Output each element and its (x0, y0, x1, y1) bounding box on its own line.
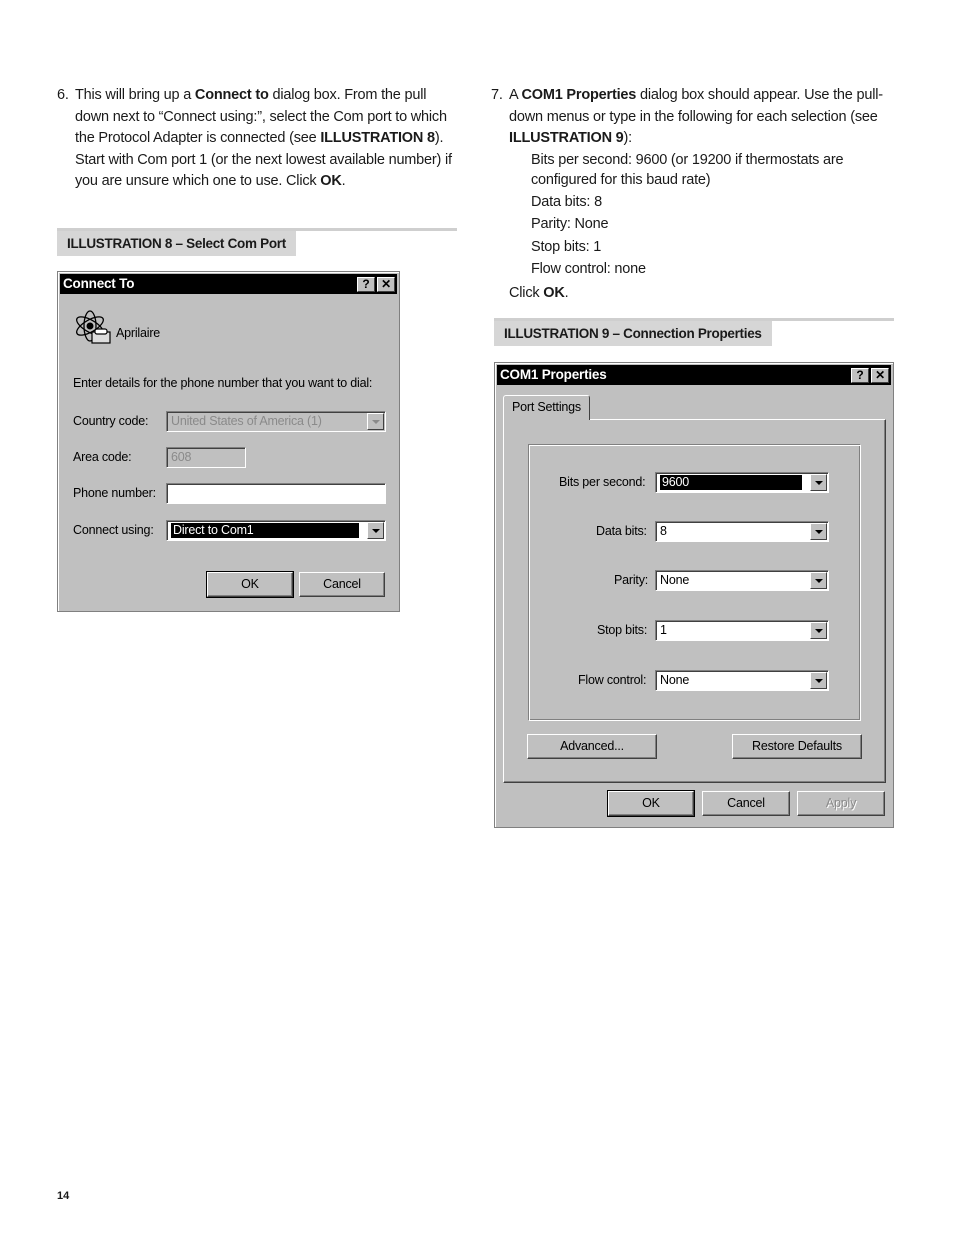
data-bits-label: Data bits: (596, 524, 647, 538)
stop-bits-label: Stop bits: (597, 623, 648, 637)
step-7 (491, 85, 891, 304)
dialog-title-bar (60, 274, 397, 294)
setting-stop-bits: Stop bits: 1 (531, 238, 602, 255)
step-7-text: A COM1 Properties dialog box should appear. Use the pull-down menus or type in the following for each selection (see ILLUSTRATION 9): (509, 87, 883, 146)
advanced-button[interactable]: Advanced... (527, 734, 657, 759)
stop-bits-value: 1 (660, 623, 667, 637)
step-6-text: This will bring up a Connect to dialog box. From the pull down next to “Connect using:”, select the Com port to which the Protocol Adapter is connected (see ILLUSTRATION 8). Start with Com port 1 (or the next lowest available number) if you are unsure which one to use. Click OK. (75, 87, 452, 189)
illustration-8-header (57, 228, 457, 256)
area-code-value: 608 (171, 450, 192, 464)
help-button[interactable]: ? (851, 368, 869, 383)
country-code-value: United States of America (1) (171, 414, 322, 428)
flow-control-label: Flow control: (578, 673, 647, 687)
tab-port-settings[interactable]: Port Settings (503, 395, 590, 420)
dropdown-arrow-icon[interactable] (810, 474, 827, 491)
phone-number-field[interactable] (166, 483, 386, 504)
dropdown-arrow-icon[interactable] (810, 523, 827, 540)
phone-number-label: Phone number: (73, 486, 156, 500)
bits-per-second-label: Bits per second: (559, 475, 646, 489)
step-number: 6. (57, 87, 69, 103)
help-button[interactable]: ? (357, 277, 375, 292)
click-ok-text: Click OK. (509, 284, 569, 301)
dropdown-arrow-icon[interactable] (367, 413, 384, 430)
ok-button[interactable]: OK (207, 572, 293, 597)
flow-control-select[interactable] (655, 670, 829, 691)
country-code-select[interactable] (166, 411, 386, 432)
close-button[interactable]: ✕ (377, 277, 395, 292)
flow-control-value: None (660, 673, 690, 687)
data-bits-value: 8 (660, 524, 667, 538)
dial-prompt: Enter details for the phone number that you want to dial: (73, 376, 373, 390)
step-6 (57, 85, 457, 193)
settings-list (531, 150, 851, 281)
ok-button[interactable]: OK (608, 791, 694, 816)
restore-defaults-button[interactable]: Restore Defaults (732, 734, 862, 759)
connect-to-dialog (57, 271, 400, 612)
parity-select[interactable] (655, 570, 829, 591)
setting-bits-per-second: Bits per second: 9600 (or 19200 if thermostats are configured for this baud rate) (531, 151, 844, 188)
parity-value: None (660, 573, 690, 587)
close-button[interactable]: ✕ (871, 368, 889, 383)
dropdown-arrow-icon[interactable] (367, 522, 384, 539)
dropdown-arrow-icon[interactable] (810, 622, 827, 639)
area-code-label: Area code: (73, 450, 132, 464)
step-number: 7. (491, 87, 503, 103)
dialog-title-bar (497, 365, 891, 385)
bits-per-second-value: 9600 (660, 475, 802, 490)
cancel-button[interactable]: Cancel (702, 791, 790, 816)
connect-using-label: Connect using: (73, 523, 154, 537)
setting-data-bits: Data bits: 8 (531, 193, 602, 210)
connect-using-value: Direct to Com1 (171, 523, 359, 538)
page-number: 14 (57, 1190, 70, 1202)
setting-parity: Parity: None (531, 216, 609, 232)
illustration-8-label: ILLUSTRATION 8 – Select Com Port (57, 231, 296, 256)
apply-button[interactable]: Apply (797, 791, 885, 816)
connect-using-select[interactable] (166, 520, 386, 541)
dropdown-arrow-icon[interactable] (810, 672, 827, 689)
illustration-9-header (494, 318, 894, 346)
parity-label: Parity: (614, 573, 649, 587)
connection-name: Aprilaire (116, 326, 161, 340)
bits-per-second-select[interactable] (655, 472, 829, 493)
cancel-button[interactable]: Cancel (299, 572, 385, 597)
area-code-field[interactable] (166, 447, 246, 468)
connection-icon (72, 308, 114, 348)
country-code-label: Country code: (73, 414, 149, 428)
dialog-title: Connect To (63, 276, 135, 291)
illustration-9-label: ILLUSTRATION 9 – Connection Properties (494, 321, 772, 346)
data-bits-select[interactable] (655, 521, 829, 542)
dialog-title: COM1 Properties (500, 367, 607, 382)
setting-flow-control: Flow control: none (531, 261, 646, 277)
dropdown-arrow-icon[interactable] (810, 572, 827, 589)
com1-properties-dialog (494, 362, 894, 828)
stop-bits-select[interactable] (655, 620, 829, 641)
